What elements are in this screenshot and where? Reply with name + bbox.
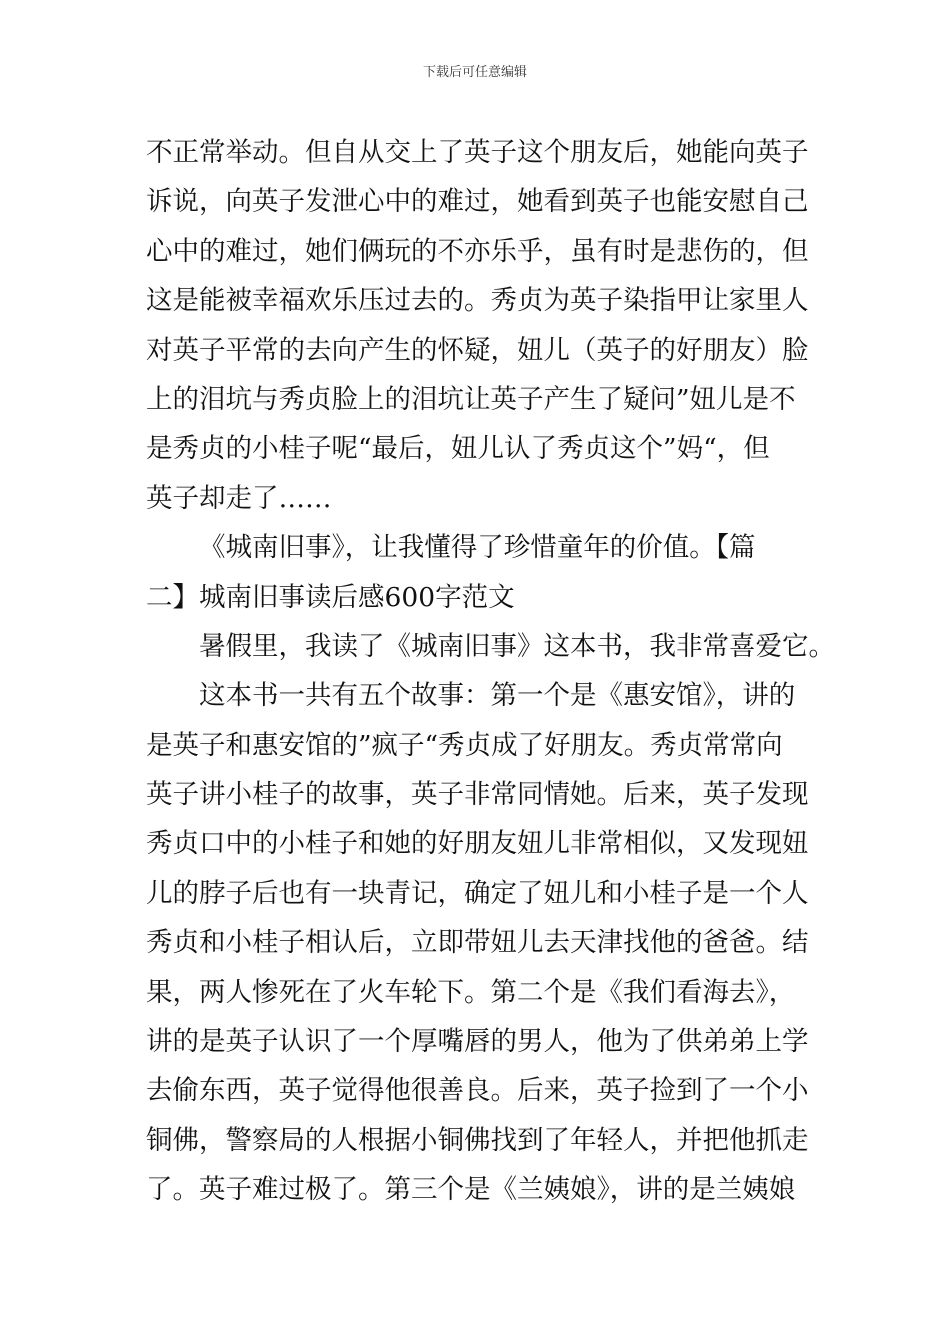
- text-line: 这是能被幸福欢乐压过去的。秀贞为英子染指甲让家里人: [146, 285, 809, 317]
- text-line: 是秀贞的小桂子呢“最后，妞儿认了秀贞这个”妈“，但: [146, 433, 770, 465]
- text-line: 讲的是英子认识了一个厚嘴唇的男人，他为了供弟弟上学: [146, 1026, 809, 1058]
- text-line: 对英子平常的去向产生的怀疑，妞儿（英子的好朋友）脸: [146, 334, 809, 366]
- text-line: 暑假里，我读了《城南旧事》这本书，我非常喜爱它。: [199, 630, 835, 662]
- text-line: 《城南旧事》，让我懂得了珍惜童年的价值。【篇: [199, 532, 756, 564]
- text-line: 果，两人惨死在了火车轮下。第二个是《我们看海去》，: [146, 976, 796, 1008]
- text-line: 铜佛，警察局的人根据小铜佛找到了年轻人，并把他抓走: [146, 1124, 809, 1156]
- text-line: 这本书一共有五个故事：第一个是《惠安馆》，讲的: [199, 680, 796, 712]
- text-line: 是英子和惠安馆的”疯子“秀贞成了好朋友。秀贞常常向: [146, 729, 783, 761]
- text-line: 英子却走了……: [146, 482, 332, 514]
- text-line: 心中的难过，她们俩玩的不亦乐乎，虽有时是悲伤的，但: [146, 235, 809, 267]
- text-line: 英子讲小桂子的故事，英子非常同情她。后来，英子发现: [146, 779, 809, 811]
- text-line: 上的泪坑与秀贞脸上的泪坑让英子产生了疑问”妞儿是不: [146, 383, 796, 415]
- page-header: 下载后可任意编辑: [422, 65, 527, 80]
- text-line: 了。英子难过极了。第三个是《兰姨娘》，讲的是兰姨娘: [146, 1174, 796, 1206]
- text-line: 不正常举动。但自从交上了英子这个朋友后，她能向英子: [146, 137, 809, 168]
- text-line: 去偷东西，英子觉得他很善良。后来，英子捡到了一个小: [146, 1075, 809, 1107]
- document-body: [146, 128, 835, 1215]
- text-line: 二】城南旧事读后感600字范文: [146, 581, 515, 613]
- text-line: 秀贞和小桂子相认后，立即带妞儿去天津找他的爸爸。结: [146, 927, 809, 959]
- text-line: 儿的脖子后也有一块青记，确定了妞儿和小桂子是一个人: [146, 877, 809, 909]
- text-line: 诉说，向英子发泄心中的难过，她看到英子也能安慰自己: [146, 186, 809, 218]
- text-line: 秀贞口中的小桂子和她的好朋友妞儿非常相似，又发现妞: [146, 828, 809, 860]
